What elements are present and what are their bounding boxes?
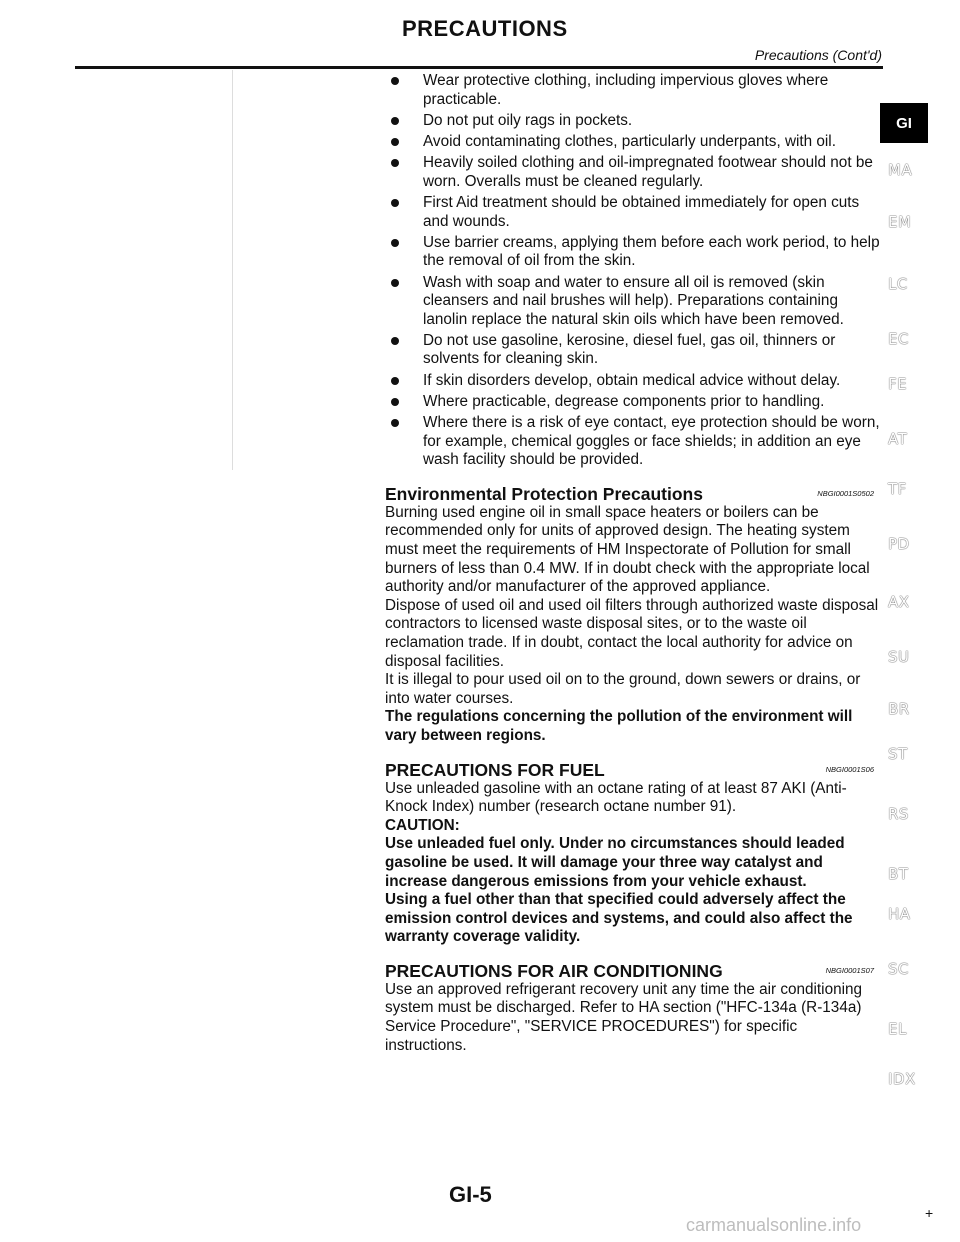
bullet-icon [391,138,399,146]
tab-su[interactable]: SU [888,648,910,666]
tab-idx[interactable]: IDX [888,1070,916,1088]
environmental-paragraph: Dispose of used oil and used oil filters through authorized waste disposal contractors to licensed waste disposal sites, or to the waste oil reclamation trade. If in doubt, contact the local authority for advice on disposal facilities. [385,596,879,670]
tab-em[interactable]: EM [888,213,912,231]
list-item: Heavily soiled clothing and oil-impregnated footwear should not be worn. Overalls must be cleaned regularly. [385,154,880,191]
fuel-section [385,760,880,947]
section-header [385,961,880,981]
tab-tf[interactable]: TF [888,480,907,498]
tab-ha[interactable]: HA [888,905,911,923]
reference-code: NBGI0001S07 [825,966,874,976]
bullet-icon [391,77,399,85]
tab-lc[interactable]: LC [888,275,908,293]
list-item: Where there is a risk of eye contact, eye protection should be worn, for example, chemical goggles or face shields; in addition an eye wash facility should be provided. [385,414,880,470]
bullet-icon [391,159,399,167]
header-rule [75,66,883,69]
environmental-note: The regulations concerning the pollution of the environment will vary between regions. [385,708,853,744]
bullet-icon [391,419,399,427]
list-item: Where practicable, degrease components prior to handling. [385,393,880,412]
ac-section [385,961,880,1055]
reference-code: NBGI0001S0502 [817,489,874,499]
environmental-heading: Environmental Protection Precautions [385,483,703,504]
list-item: If skin disorders develop, obtain medical advice without delay. [385,372,880,391]
ac-paragraph: Use an approved refrigerant recovery unit any time the air conditioning system must be discharged. Refer to HA section ("HFC-134a (R-134a) Service Procedure", "SERVICE PROCEDURES") for specific instructions. [385,980,863,1054]
tab-br[interactable]: BR [888,700,910,718]
list-item: Do not put oily rags in pockets. [385,112,880,131]
tab-ec[interactable]: EC [888,330,909,348]
ac-heading: PRECAUTIONS FOR AIR CONDITIONING [385,960,723,981]
bullet-icon [391,117,399,125]
caution-label: CAUTION: [385,816,460,834]
list-item: Avoid contaminating clothes, particularly underpants, with oil. [385,133,880,152]
page-number: GI-5 [449,1182,492,1207]
list-item: Wash with soap and water to ensure all oil is removed (skin cleansers and nail brushes will help). Preparations containing lanolin replace the natural skin oils which have been removed. [385,274,880,330]
precaution-list [385,72,880,470]
bullet-icon [391,337,399,345]
environmental-paragraph: It is illegal to pour used oil on to the ground, down sewers or drains, or into water courses. [385,671,861,707]
tab-sc[interactable]: SC [888,960,909,978]
section-header [385,484,880,504]
tab-el[interactable]: EL [888,1020,907,1038]
tab-ma[interactable]: MA [888,161,913,179]
bullet-icon [391,239,399,247]
tab-at[interactable]: AT [888,430,908,448]
tab-st[interactable]: ST [888,745,908,763]
tab-bt[interactable]: BT [888,865,909,883]
reference-code: NBGI0001S06 [825,764,874,774]
watermark: carmanualsonline.info [686,1215,862,1235]
list-item: Use barrier creams, applying them before each work period, to help the removal of oil from the skin. [385,234,880,271]
tab-rs[interactable]: RS [888,805,909,823]
bullet-icon [391,398,399,406]
environmental-section [385,484,880,746]
bullet-icon [391,199,399,207]
main-content [385,72,880,1055]
tab-pd[interactable]: PD [888,535,910,553]
list-item: First Aid treatment should be obtained immediately for open cuts and wounds. [385,194,880,231]
list-item: Do not use gasoline, kerosine, diesel fuel, gas oil, thinners or solvents for cleaning skin. [385,332,880,369]
page-title: PRECAUTIONS [402,16,568,41]
fuel-heading: PRECAUTIONS FOR FUEL [385,759,605,780]
section-header [385,760,880,780]
section-subtitle: Precautions (Cont'd) [754,47,882,63]
list-item: Wear protective clothing, including impervious gloves where practicable. [385,72,880,109]
caution-text: Using a fuel other than that specified could adversely affect the emission control devices and systems, and could also affect the warranty coverage validity. [385,891,853,946]
caution-text: Use unleaded fuel only. Under no circumstances should leaded gasoline be used. It will damage your three way catalyst and increase dangerous emissions from your vehicle exhaust. [385,835,845,890]
tab-gi[interactable]: GI [880,103,928,143]
bullet-icon [391,377,399,385]
tab-fe[interactable]: FE [888,375,908,393]
margin-guide-line [232,70,233,470]
environmental-paragraph: Burning used engine oil in small space heaters or boilers can be recommended only for units of approved design. The heating system must meet the requirements of HM Inspectorate of Pollution for small burners of less than 0.4 MW. If in doubt check with the appropriate local authority and/or manufacturer of the approved appliance. [385,503,870,596]
corner-mark: + [925,1205,934,1221]
tab-ax[interactable]: AX [888,593,910,611]
bullet-icon [391,279,399,287]
fuel-paragraph: Use unleaded gasoline with an octane rating of at least 87 AKI (Anti-Knock Index) number (research octane number 91). [385,779,847,816]
